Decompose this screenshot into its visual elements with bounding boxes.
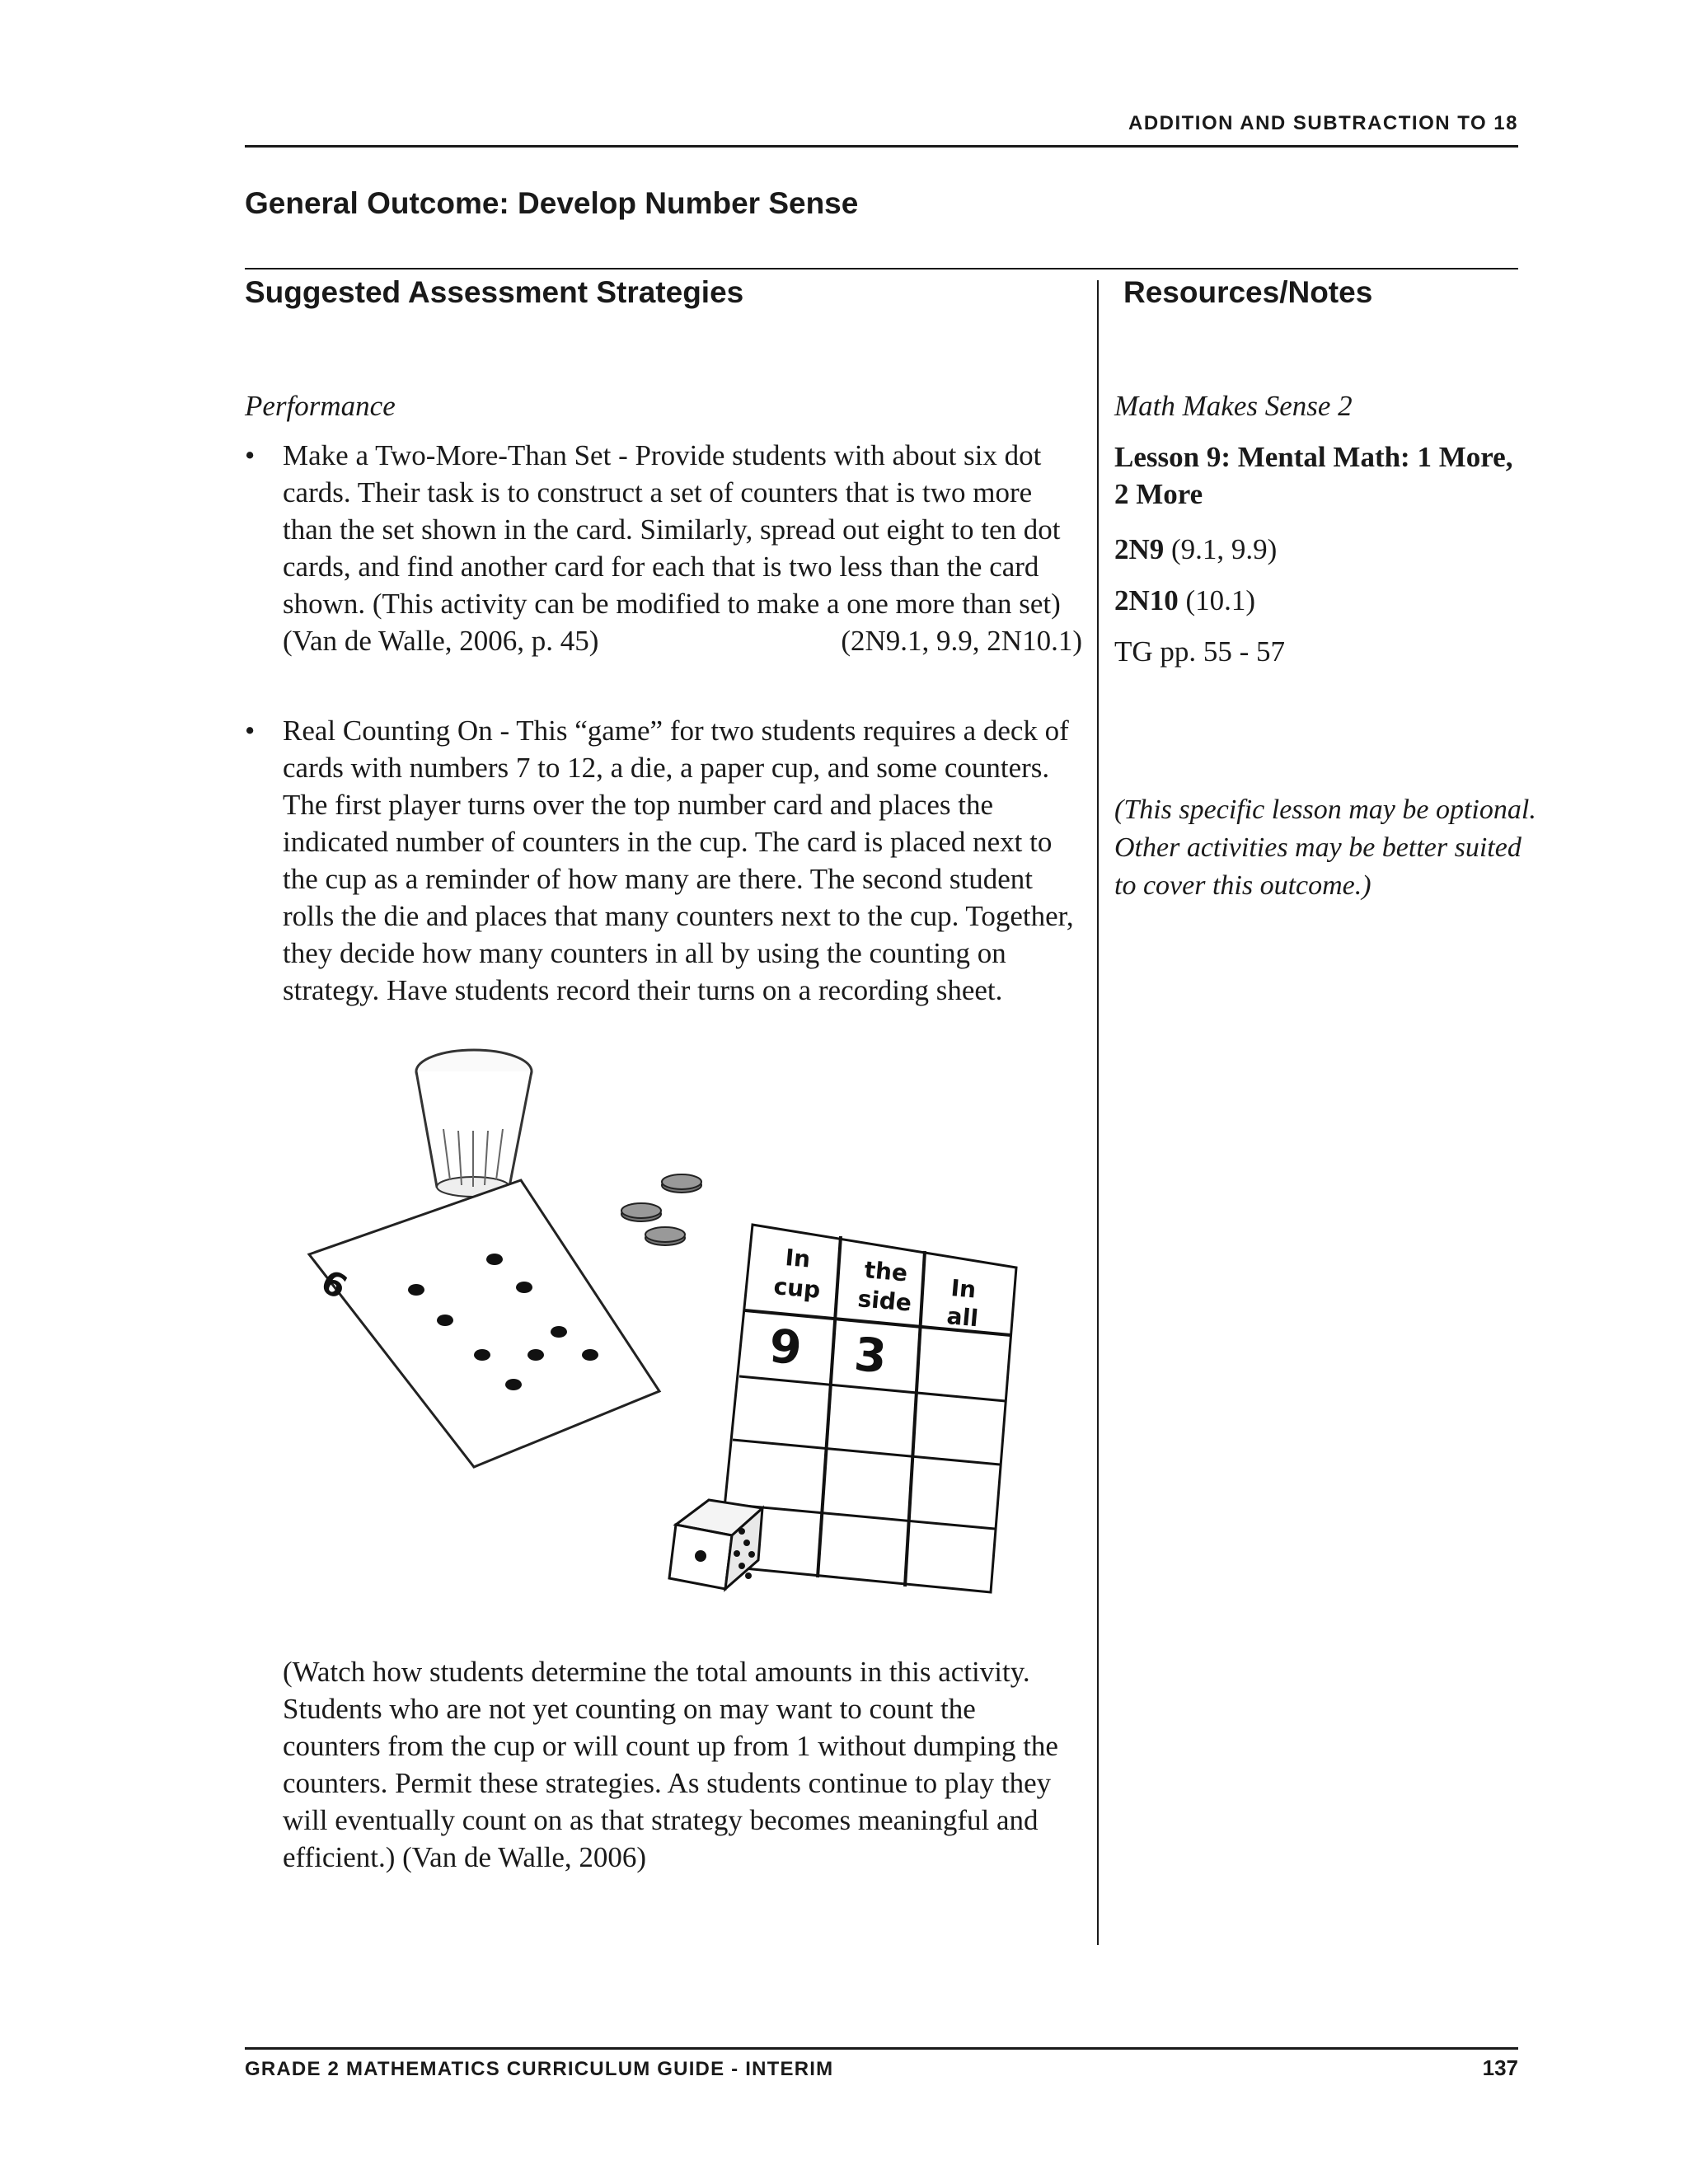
- item1-citation: (Van de Walle, 2006, p. 45): [283, 625, 599, 657]
- assessment-item-real-counting-on: [283, 712, 1082, 1009]
- sheet-header-side-1: the: [863, 1256, 909, 1287]
- note-line: Other activities may be better suited: [1114, 832, 1522, 863]
- footer-rule: [245, 2047, 1518, 2050]
- outcome-code-2n10: 2N10: [1114, 584, 1179, 616]
- assessment-item-make-two-more: [283, 437, 1082, 659]
- lesson-line-2: 2 More: [1114, 478, 1203, 510]
- sheet-header-in-cup-1: In: [784, 1244, 812, 1273]
- watch-line: efficient.) (Van de Walle, 2006): [283, 1841, 647, 1873]
- bullet-2: •: [245, 715, 256, 747]
- bullet-1: •: [245, 439, 256, 471]
- resource-optional-note: [1114, 791, 1536, 905]
- sheet-header-all-1: In: [950, 1274, 978, 1304]
- item2-line: The first player turns over the top number card and places the: [283, 789, 994, 821]
- item2-line: Real Counting On - This “game” for two students requires a deck of: [283, 715, 1069, 747]
- item2-line: indicated number of counters in the cup. The card is placed next to: [283, 826, 1053, 858]
- item1-outcomes: (2N9.1, 9.9, 2N10.1): [841, 625, 1082, 657]
- watch-line: will eventually count on as that strategy becomes meaningful and: [283, 1804, 1039, 1836]
- resources-heading: Resources/Notes: [1123, 275, 1373, 309]
- resource-outcome-2n10: [1114, 582, 1255, 619]
- number-dot-card: [309, 1180, 659, 1467]
- header-rule: [245, 145, 1518, 148]
- paper-cup: [416, 1050, 532, 1197]
- sheet-side-value: 3: [851, 1328, 889, 1385]
- footer-guide-title: GRADE 2 MATHEMATICS CURRICULUM GUIDE - INTERIM: [245, 2058, 834, 2080]
- item1-line: cards, and find another card for each that is two less than the card: [283, 551, 1039, 583]
- page-number: 137: [1482, 2055, 1518, 2080]
- resource-book-title: Math Makes Sense 2: [1114, 390, 1353, 422]
- sheet-header-side-2: side: [856, 1285, 913, 1317]
- item2-line: they decide how many counters in all by using the counting on: [283, 937, 1006, 969]
- outcome-title: General Outcome: Develop Number Sense: [245, 186, 859, 220]
- watch-line: Students who are not yet counting on may want to count the: [283, 1693, 976, 1725]
- item2-line: cards with numbers 7 to 12, a die, a paper cup, and some counters.: [283, 752, 1050, 784]
- counters: [621, 1174, 701, 1245]
- running-head: ADDITION AND SUBTRACTION TO 18: [1128, 112, 1518, 134]
- watch-line: counters from the cup or will count up from 1 without dumping the: [283, 1730, 1058, 1762]
- item1-citation-row: [283, 622, 1082, 659]
- assessment-heading: Suggested Assessment Strategies: [245, 275, 744, 309]
- counting-on-illustration: [297, 1038, 1039, 1599]
- column-divider: [1097, 280, 1099, 1945]
- item1-line: Make a Two-More-Than Set - Provide students with about six dot: [283, 439, 1042, 471]
- sheet-header-all-2: all: [945, 1302, 980, 1333]
- outcome-detail-2n9: (9.1, 9.9): [1164, 533, 1278, 565]
- sheet-in-cup-value: 9: [767, 1319, 804, 1376]
- item1-line: cards. Their task is to construct a set of counters that is two more: [283, 476, 1033, 509]
- note-line: to cover this outcome.): [1114, 870, 1372, 901]
- outcome-detail-2n10: (10.1): [1178, 584, 1256, 616]
- lesson-line-1: Lesson 9: Mental Math: 1 More,: [1114, 441, 1513, 473]
- performance-label: Performance: [245, 390, 396, 422]
- item2-line: the cup as a reminder of how many are there. The second student: [283, 863, 1033, 895]
- card-number: 9: [315, 1260, 354, 1305]
- item1-line: than the set shown in the card. Similarly, spread out eight to ten dot: [283, 513, 1061, 546]
- note-line: (This specific lesson may be optional.: [1114, 794, 1536, 825]
- observation-note: [283, 1653, 1090, 1876]
- item2-line: strategy. Have students record their turns on a recording sheet.: [283, 974, 1003, 1006]
- outcome-rule: [245, 268, 1518, 269]
- resource-tg-pages: TG pp. 55 - 57: [1114, 635, 1286, 668]
- die: [669, 1500, 762, 1589]
- resource-lesson: [1114, 438, 1512, 513]
- item2-line: rolls the die and places that many counters next to the cup. Together,: [283, 900, 1074, 932]
- watch-line: (Watch how students determine the total amounts in this activity.: [283, 1656, 1030, 1688]
- item1-line: shown. (This activity can be modified to make a one more than set): [283, 588, 1061, 620]
- outcome-code-2n9: 2N9: [1114, 533, 1165, 565]
- resource-outcome-2n9: [1114, 531, 1277, 568]
- watch-line: counters. Permit these strategies. As students continue to play they: [283, 1767, 1052, 1799]
- sheet-header-in-cup-2: cup: [772, 1272, 822, 1304]
